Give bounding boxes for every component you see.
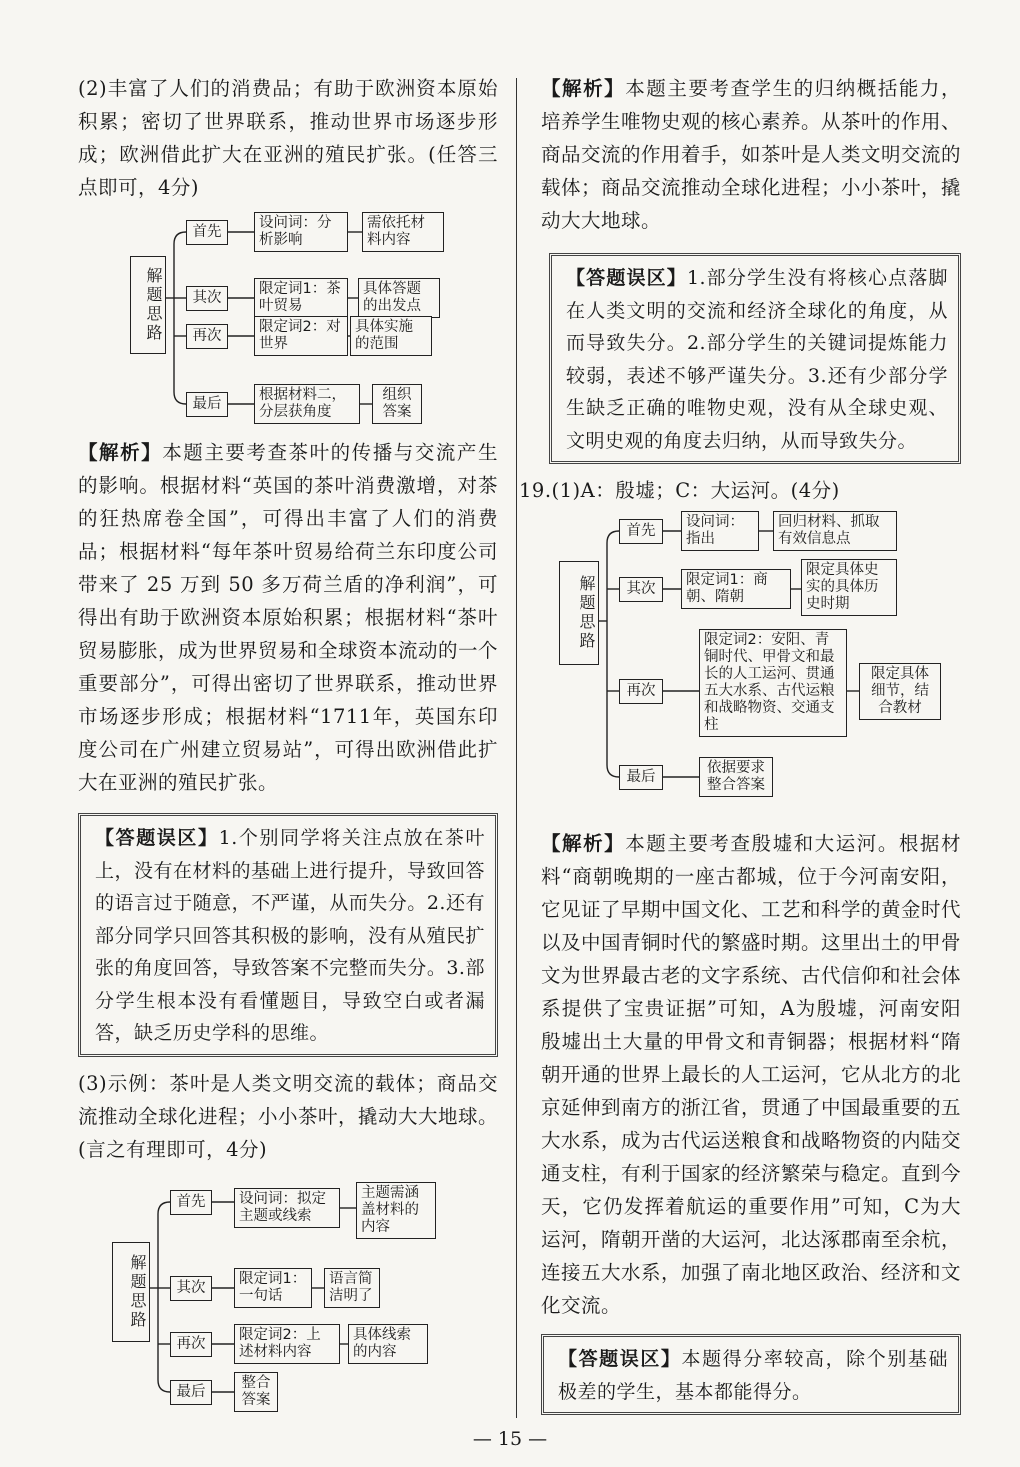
diagram-2-right-1: 主题需涵盖材料的内容 (356, 1182, 436, 1239)
right-column (519, 72, 962, 1415)
diagram-3-mid-2: 限定词1：商朝、隋朝 (681, 569, 791, 609)
right-analysis-2-text: 本题主要考查殷墟和大运河。根据材料“商朝晚期的一座古都城，位于今河南安阳，它见证了早期中国文化、工艺和科学的黄金时代以及中国青铜时代的繁盛时期。这里出土的甲骨文为世界最古老的文字系统、古代信仰和社会体系提供了宝贵证据”可知，A为殷墟，河南安阳殷墟出土大量的甲骨文和青铜器；根据材料“隋朝开通的世界上最长的人工运河，它从北方的北京延伸到南方的浙江省，贯通了中国最重要的五大水系，成为古代运送粮食和战略物资的内陆交通支柱，有利于国家的经济繁荣与稳定。直到今天，它仍发挥着航运的重要作用”可知，C为大运河，隋朝开凿的大运河，北达涿郡南至余杭，连接五大水系，加强了南北地区政治、经济和文化交流。 (541, 832, 962, 1317)
diagram-2-root: 解题思路 (112, 1242, 150, 1342)
diagram-1-root: 解题思路 (130, 256, 166, 354)
diagram-1-step-1: 首先 (186, 220, 228, 245)
diagram-2-right-2: 语言简洁明了 (324, 1268, 380, 1308)
diagram-2-mid-4: 整合答案 (234, 1372, 278, 1412)
left-analysis-text: 本题主要考查茶叶的传播与交流产生的影响。根据材料“英国的茶叶消费激增，对茶的狂热席卷全国”，可得出丰富了人们的消费品；根据材料“每年茶叶贸易给荷兰东印度公司带来了 25 万到 50 多万荷兰盾的净利润”，可得出有助于欧洲资本原始积累；根据材料“茶叶贸易膨胀，成为世界贸易和全球资本流动的一个重要部分”，可得出密切了世界联系，推动世界市场逐步形成；根据材料“1711年，英国东印度公司在广州建立贸易站”，可得出欧洲借此扩大在亚洲的殖民扩张。 (78, 441, 499, 794)
right-analysis-2-tag: 【解析】 (541, 832, 626, 855)
right-error-2-tag: 【答题误区】 (558, 1348, 682, 1370)
right-error-2-content (558, 1343, 948, 1408)
diagram-3-root: 解题思路 (559, 561, 599, 665)
diagram-2-step-4: 最后 (170, 1380, 212, 1405)
diagram-3-right-1: 回归材料、抓取有效信息点 (773, 511, 897, 551)
q19-answer: 19.(1)A：殷墟；C：大运河。(4分) (519, 479, 840, 502)
diagram-2-right-3: 具体线索的内容 (348, 1324, 428, 1364)
q2-answer: (2)丰富了人们的消费品；有助于欧洲资本原始积累；密切了世界联系，推动世界市场逐步形成；欧洲借此扩大在亚洲的殖民扩张。(任答三点即可，4分) (78, 77, 498, 199)
diagram-3-step-1: 首先 (619, 519, 663, 544)
thinking-diagram-2 (112, 1184, 498, 1408)
right-analysis (541, 72, 961, 237)
diagram-3-right-2: 限定具体史实的具体历史时期 (801, 559, 897, 616)
diagram-3-mid-1: 设问词：指出 (681, 511, 759, 551)
left-error-box (78, 813, 498, 1057)
diagram-3-mid-4: 依据要求整合答案 (699, 757, 773, 797)
diagram-3-step-4: 最后 (619, 765, 663, 790)
left-column (78, 72, 498, 1408)
right-error-box (549, 253, 961, 464)
right-error-tag: 【答题误区】 (566, 267, 687, 289)
left-error-tag: 【答题误区】 (95, 827, 219, 849)
diagram-1-right-4: 组织答案 (372, 384, 422, 424)
diagram-1-step-3: 再次 (186, 324, 228, 349)
diagram-1-right-3: 具体实施的范围 (350, 316, 432, 356)
diagram-2-step-3: 再次 (170, 1332, 212, 1357)
diagram-2-mid-1: 设问词：拟定主题或线索 (234, 1188, 340, 1228)
left-analysis (78, 436, 498, 799)
diagram-1-mid-2: 限定词1：茶叶贸易 (254, 278, 348, 318)
left-error-content (95, 822, 485, 1050)
diagram-1-mid-4: 根据材料二，分层获角度 (254, 384, 360, 424)
diagram-2-step-1: 首先 (170, 1190, 212, 1215)
diagram-1-step-2: 其次 (186, 286, 228, 311)
right-analysis-tag: 【解析】 (541, 77, 626, 100)
diagram-3-step-3: 再次 (619, 679, 663, 704)
left-error-text: 1.个别同学将关注点放在茶叶上，没有在材料的基础上进行提升，导致回答的语言过于随意，不严谨，从而失分。2.还有部分同学只回答其积极的影响，没有从殖民扩张的角度回答，导致答案不完整而失分。3.部分学生根本没有看懂题目，导致空白或者漏答，缺乏历史学科的思维。 (95, 827, 486, 1044)
diagram-3-right-3: 限定具体细节，结合教材 (859, 663, 941, 720)
diagram-2-mid-3: 限定词2：上述材料内容 (234, 1324, 340, 1364)
thinking-diagram-1 (130, 215, 498, 420)
column-divider (516, 78, 517, 1418)
left-analysis-tag: 【解析】 (78, 441, 163, 464)
diagram-1-right-2: 具体答题的出发点 (358, 278, 440, 318)
right-analysis-2 (541, 827, 961, 1322)
diagram-3-mid-3: 限定词2：安阳、青铜时代、甲骨文和最长的人工运河、贯通五大水系、古代运粮和战略物资、交通支柱 (699, 629, 847, 737)
diagram-2-mid-2: 限定词1：一句话 (234, 1268, 312, 1308)
diagram-1-step-4: 最后 (186, 392, 228, 417)
diagram-1-right-1: 需依托材料内容 (362, 212, 444, 252)
diagram-1-mid-1: 设问词：分析影响 (254, 212, 348, 252)
q3-answer: (3)示例：茶叶是人类文明交流的载体；商品交流推动全球化进程；小小茶叶，撬动大大地球。(言之有理即可，4分) (78, 1071, 499, 1161)
thinking-diagram-3 (559, 511, 961, 801)
right-error-box-2 (541, 1334, 961, 1415)
diagram-2-step-2: 其次 (170, 1276, 212, 1301)
right-error-text: 1.部分学生没有将核心点落脚在人类文明的交流和经济全球化的角度，从而导致失分。2.部分学生的关键词提炼能力较弱，表述不够严谨失分。3.还有少部分学生缺乏正确的唯物史观，没有从全球史观、文明史观的角度去归纳，从而导致失分。 (566, 267, 948, 452)
page-number: — 15 — (472, 1428, 548, 1450)
right-analysis-text: 本题主要考查学生的归纳概括能力，培养学生唯物史观的核心素养。从茶叶的作用、商品交流的作用着手，如茶叶是人类文明交流的载体；商品交流推动全球化进程；小小茶叶，撬动大大地球。 (541, 77, 962, 232)
diagram-1-mid-3: 限定词2：对世界 (254, 316, 348, 356)
right-error-content (566, 262, 948, 457)
right-error-2-text: 本题得分率较高，除个别基础极差的学生，基本都能得分。 (558, 1348, 948, 1403)
diagram-3-step-2: 其次 (619, 577, 663, 602)
